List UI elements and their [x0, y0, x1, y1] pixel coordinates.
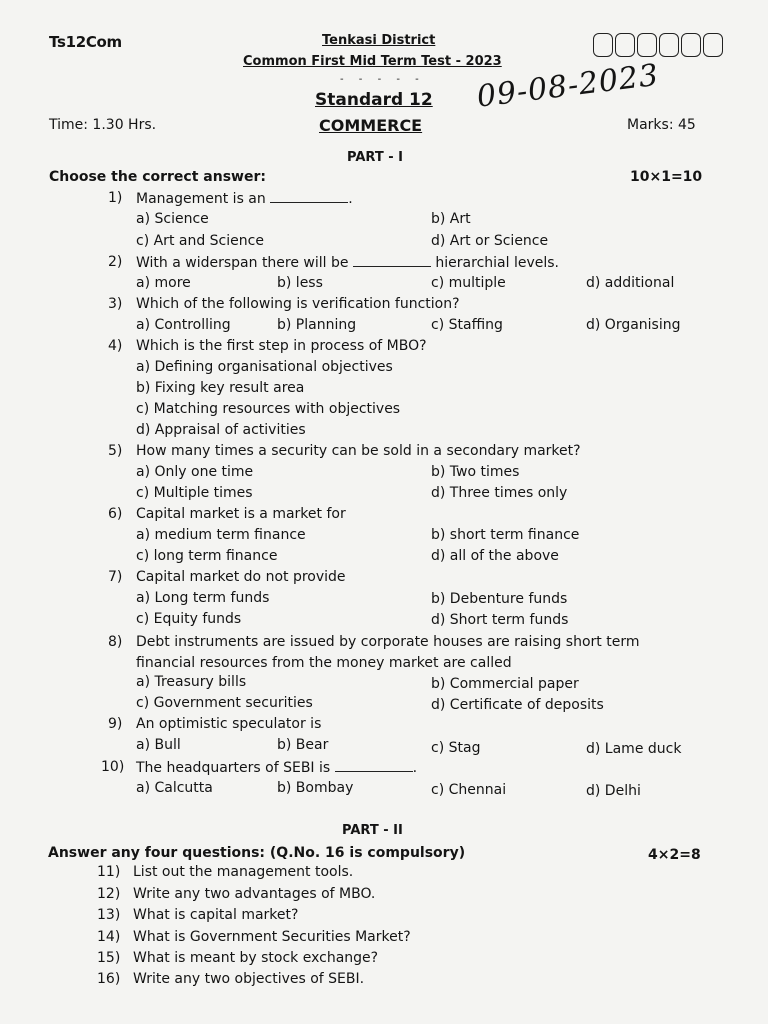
option-d: d) Appraisal of activities	[136, 422, 306, 438]
option-a: a) Bull	[136, 737, 181, 753]
option-c: c) Staffing	[431, 317, 503, 333]
option-d: d) Delhi	[586, 783, 641, 799]
option-b: b) Planning	[277, 317, 357, 333]
option-c: c) multiple	[431, 275, 506, 291]
option-a: a) Calcutta	[136, 780, 213, 796]
register-box	[681, 33, 701, 57]
option-d: d) Short term funds	[431, 612, 569, 628]
option-b: b) Two times	[431, 464, 520, 480]
question-number: 3)	[108, 296, 123, 312]
handwritten-date: 09-08-2023	[475, 57, 661, 115]
option-c: c) Multiple times	[136, 485, 253, 501]
option-b: b) Commercial paper	[431, 676, 579, 692]
brand-name: Ts12Com	[49, 33, 122, 51]
header-dashes: - - - - -	[340, 74, 425, 85]
option-c: c) long term finance	[136, 548, 278, 564]
part1-score: 10×1=10	[630, 169, 703, 185]
question-text: Write any two advantages of MBO.	[133, 886, 376, 902]
register-box	[615, 33, 635, 57]
option-c: c) Government securities	[136, 695, 313, 711]
option-b: b) short term finance	[431, 527, 580, 543]
option-a: a) medium term finance	[136, 527, 306, 543]
option-a: a) more	[136, 275, 191, 291]
question-number: 8)	[108, 634, 123, 650]
option-d: d) Certificate of deposits	[431, 697, 604, 713]
part2-title: PART - II	[342, 823, 403, 838]
option-d: d) Three times only	[431, 485, 568, 501]
option-d: d) Art or Science	[431, 233, 549, 249]
option-b: b) Fixing key result area	[136, 380, 305, 396]
option-b: b) less	[277, 275, 323, 291]
option-a: a) Only one time	[136, 464, 254, 480]
question-text: How many times a security can be sold in a secondary market?	[136, 443, 581, 459]
option-d: d) additional	[586, 275, 675, 291]
question-number: 16)	[97, 971, 121, 987]
option-a: a) Controlling	[136, 317, 231, 333]
option-c: c) Art and Science	[136, 233, 264, 249]
option-b: b) Art	[431, 211, 471, 227]
option-c: c) Stag	[431, 740, 481, 756]
part1-instruction: Choose the correct answer:	[49, 169, 266, 185]
district-title: Tenkasi District	[322, 33, 436, 48]
question-number: 10)	[101, 759, 125, 775]
option-d: d) all of the above	[431, 548, 559, 564]
option-a: a) Science	[136, 211, 209, 227]
register-box	[593, 33, 613, 57]
option-d: d) Organising	[586, 317, 681, 333]
question-text: List out the management tools.	[133, 864, 354, 880]
option-d: d) Lame duck	[586, 741, 682, 757]
register-box	[703, 33, 723, 57]
question-number: 2)	[108, 254, 123, 270]
option-c: c) Equity funds	[136, 611, 242, 627]
question-text: Which of the following is verification function?	[136, 296, 460, 312]
question-text: What is capital market?	[133, 907, 299, 923]
question-number: 15)	[97, 950, 121, 966]
exam-title: Common First Mid Term Test - 2023	[243, 54, 502, 69]
register-box	[637, 33, 657, 57]
part2-score: 4×2=8	[648, 847, 701, 863]
option-b: b) Bombay	[277, 780, 354, 796]
question-text: Which is the first step in process of MBO?	[136, 338, 427, 354]
option-a: a) Defining organisational objectives	[136, 359, 393, 375]
question-number: 13)	[97, 907, 121, 923]
question-number: 6)	[108, 506, 123, 522]
option-b: b) Debenture funds	[431, 591, 568, 607]
question-text: Capital market do not provide	[136, 569, 346, 585]
register-number-boxes	[593, 33, 723, 57]
standard-label: Standard 12	[315, 90, 433, 110]
marks-label: Marks: 45	[627, 117, 696, 133]
question-text: Management is an .	[136, 191, 353, 207]
question-text: Write any two objectives of SEBI.	[133, 971, 365, 987]
option-b: b) Bear	[277, 737, 329, 753]
part1-title: PART - I	[347, 150, 403, 165]
question-text: Capital market is a market for	[136, 506, 346, 522]
time-label: Time: 1.30 Hrs.	[49, 117, 157, 133]
question-text: With a widerspan there will be hierarchial levels.	[136, 255, 559, 271]
question-number: 4)	[108, 338, 123, 354]
option-a: a) Long term funds	[136, 590, 270, 606]
question-text: What is meant by stock exchange?	[133, 950, 379, 966]
question-number: 9)	[108, 716, 123, 732]
part2-instruction: Answer any four questions: (Q.No. 16 is compulsory)	[48, 845, 466, 861]
register-box	[659, 33, 679, 57]
question-text: Debt instruments are issued by corporate houses are raising short term	[136, 634, 640, 650]
question-number: 7)	[108, 569, 123, 585]
question-number: 5)	[108, 443, 123, 459]
question-text-continued: financial resources from the money market are called	[136, 655, 512, 671]
option-c: c) Matching resources with objectives	[136, 401, 401, 417]
question-number: 12)	[97, 886, 121, 902]
subject-label: COMMERCE	[319, 116, 423, 135]
question-text: An optimistic speculator is	[136, 716, 322, 732]
question-text: What is Government Securities Market?	[133, 929, 411, 945]
option-c: c) Chennai	[431, 782, 507, 798]
question-text: The headquarters of SEBI is .	[136, 760, 418, 776]
option-a: a) Treasury bills	[136, 674, 247, 690]
question-number: 14)	[97, 929, 121, 945]
question-number: 1)	[108, 190, 123, 206]
question-number: 11)	[97, 864, 121, 880]
